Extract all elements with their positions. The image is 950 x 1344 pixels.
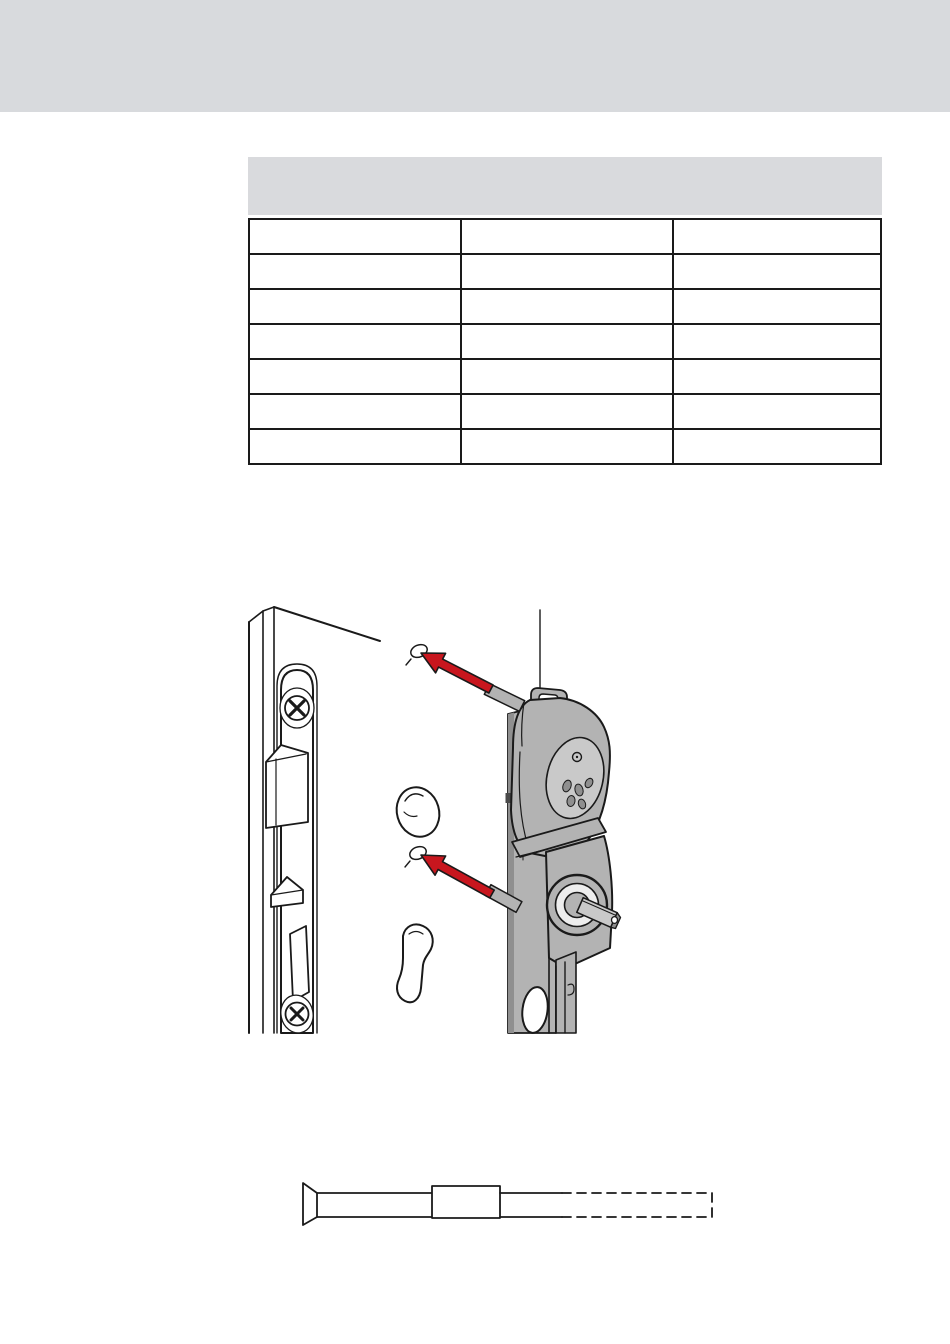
table-cell [673,394,881,429]
table-cell [673,219,881,254]
keyhole-slot [290,926,309,1001]
table-cell [461,289,673,324]
table-cell [673,429,881,464]
table-cell [673,324,881,359]
table-cell [673,254,881,289]
table-cell [461,324,673,359]
table-cell [249,289,461,324]
table-cell [249,359,461,394]
table-cell [461,254,673,289]
table-row [249,359,881,394]
table-cell [461,394,673,429]
table-cell [461,219,673,254]
table-row [249,394,881,429]
table-cell [461,359,673,394]
table-cell [249,219,461,254]
table-cell [249,394,461,429]
screw-shaft-rear [500,1193,562,1217]
page-top-bar [0,0,950,112]
table-row [249,324,881,359]
spec-table [248,218,882,465]
table-cell [249,324,461,359]
table-row [249,254,881,289]
gearbox-mechanism [506,688,621,1034]
phillips-screw-top-icon [280,688,314,728]
screw-sleeve [432,1186,500,1218]
table-row [249,219,881,254]
red-arrow-upper [421,653,493,693]
table-row [249,289,881,324]
table-cell [249,429,461,464]
table-cell [673,289,881,324]
table-cell [673,359,881,394]
keyhole-grommet [397,924,433,1002]
screw-length-figure [296,1172,720,1234]
spec-table-body [249,219,881,464]
cover-plug [391,782,445,842]
table-header-band [248,157,882,215]
screw-head [303,1183,317,1225]
red-arrow-lower [421,855,494,898]
table-cell [461,429,673,464]
screw-shaft [317,1193,432,1217]
table-cell [249,254,461,289]
dashed-extension [562,1193,712,1217]
table-row [249,429,881,464]
lock-installation-figure [230,588,660,1038]
latch-bolt [266,745,308,828]
